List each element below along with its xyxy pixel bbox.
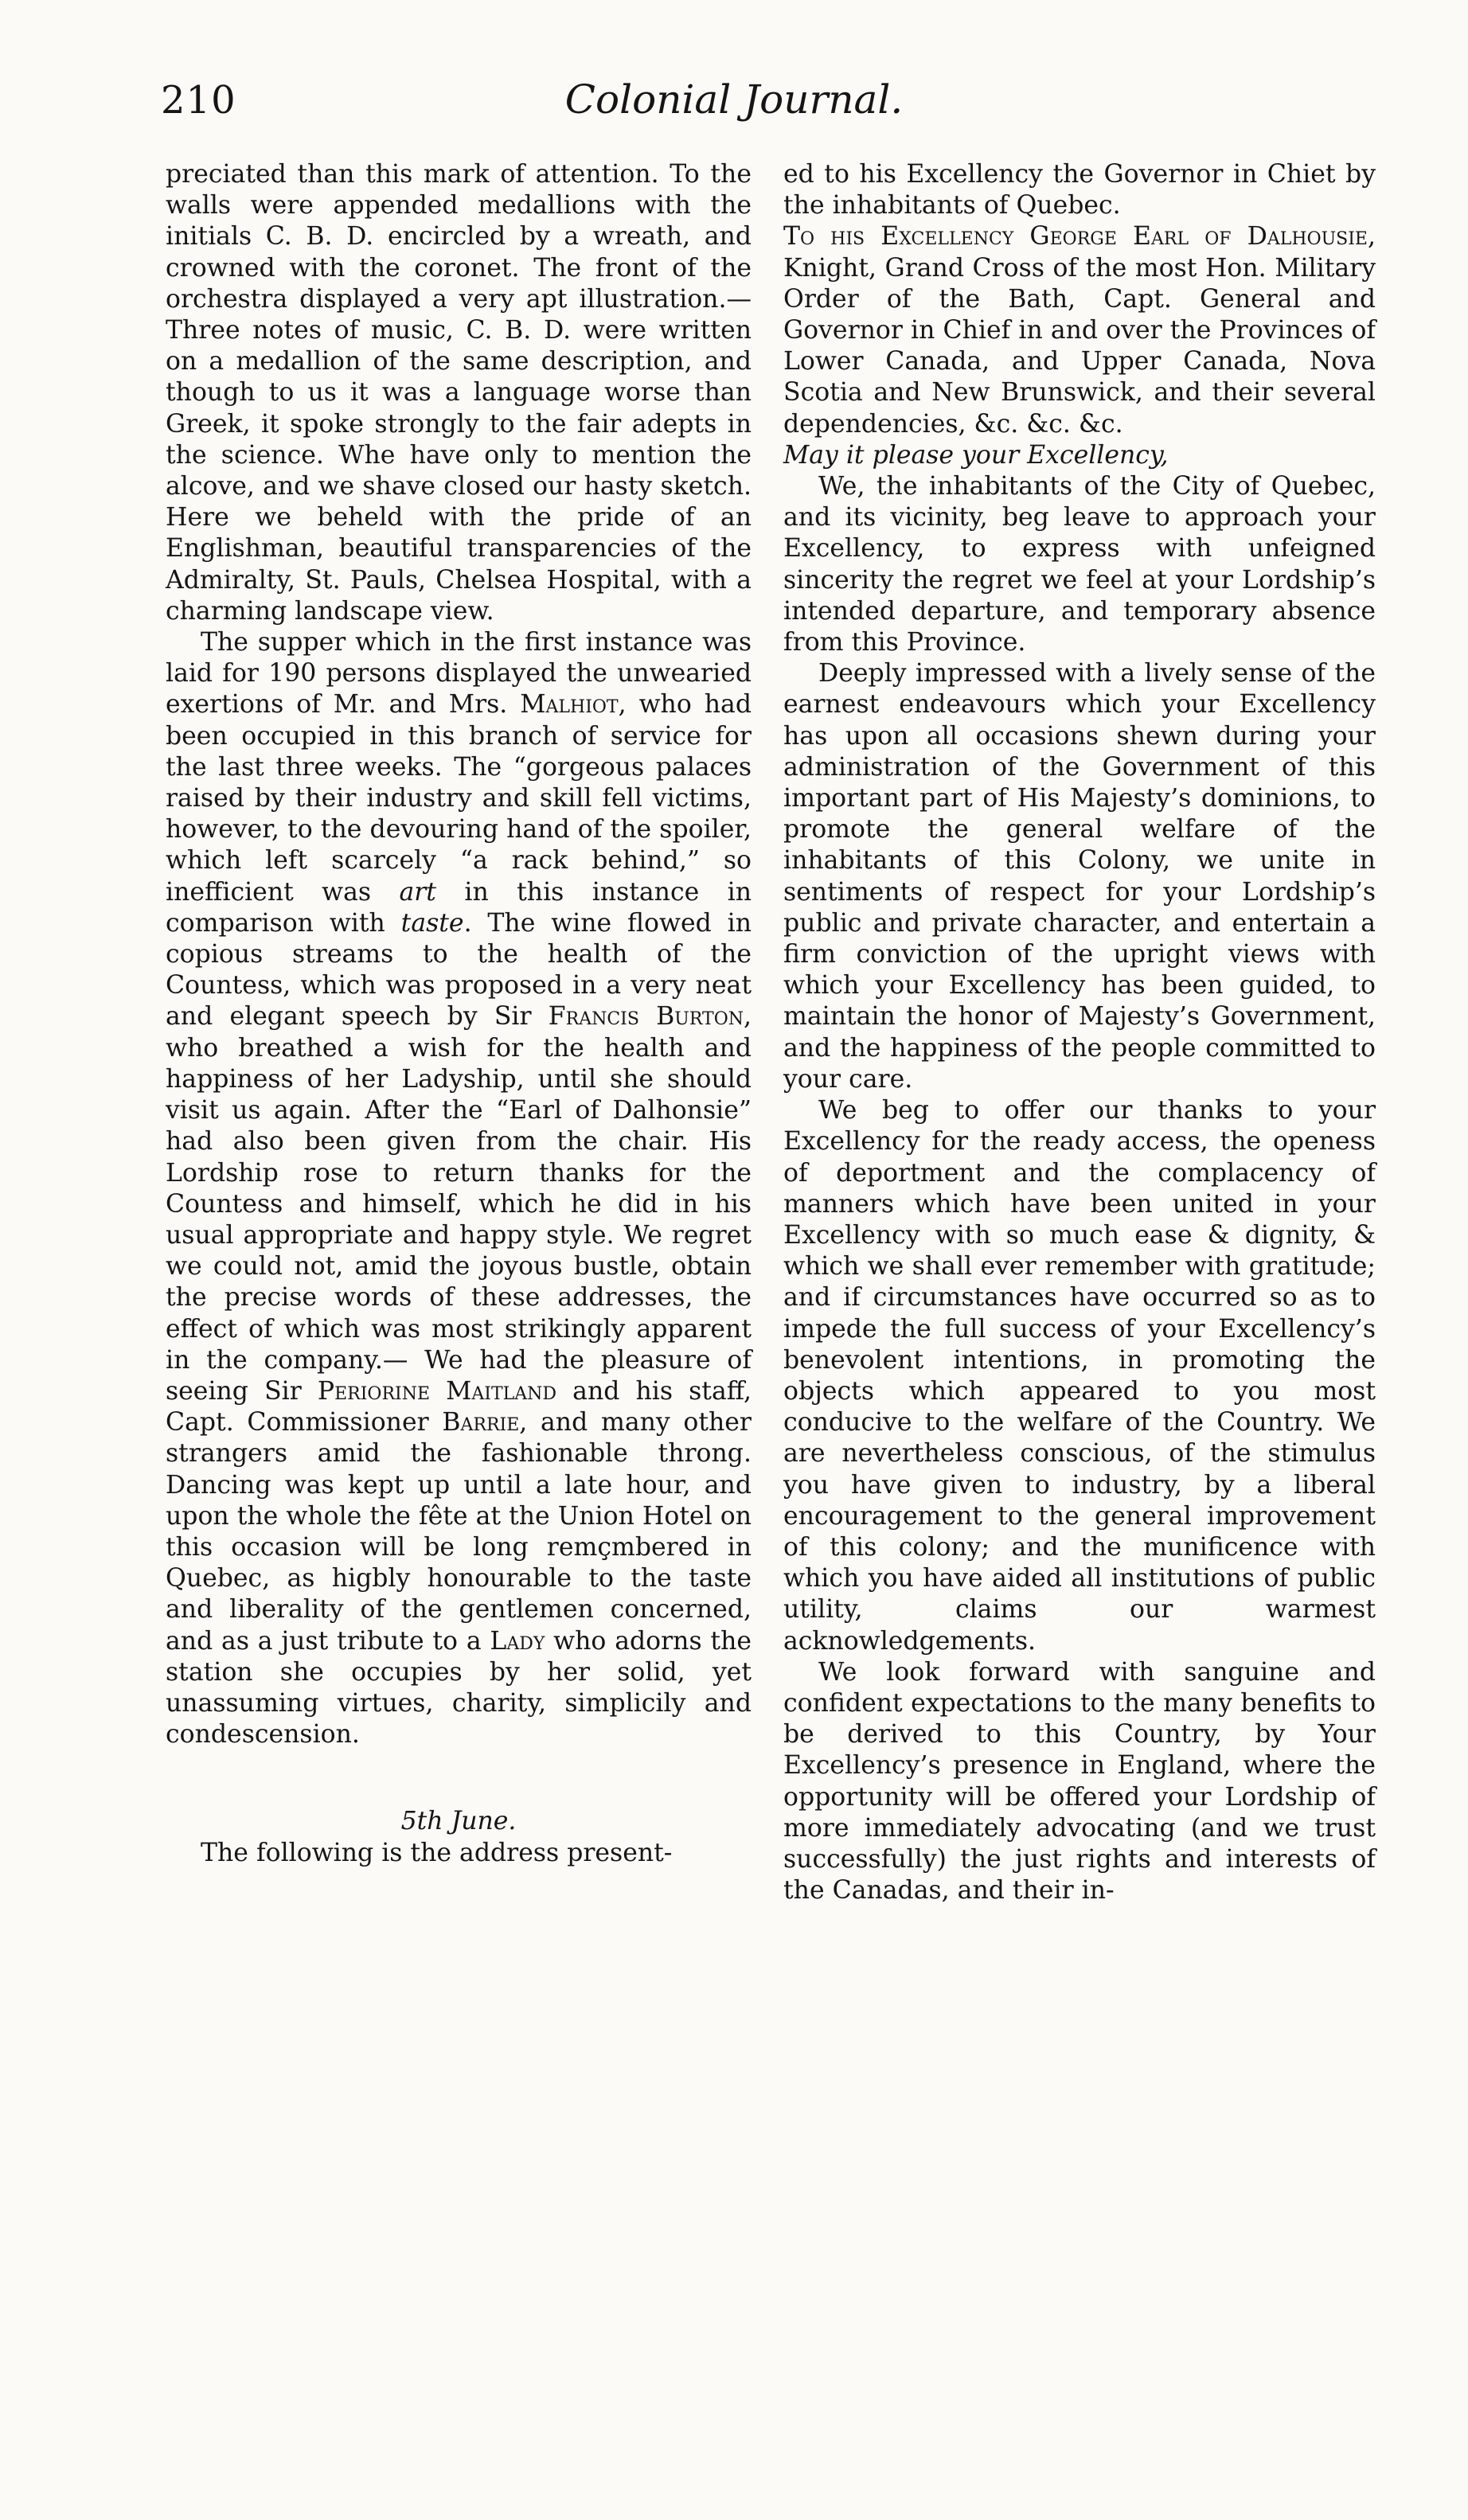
left-column xyxy=(166,159,752,1869)
emphasis-lady: Lady xyxy=(490,1626,545,1656)
text-run: in this instance in comparison with xyxy=(166,877,752,938)
paragraph-address-intro-continued: ed to his Excellency the Governor in Chiet by the inhabitants of Quebec. xyxy=(783,160,1376,220)
running-title: Colonial Journal. xyxy=(564,76,904,123)
paragraph-address-1: We, the inhabitants of the City of Quebec, and its vicinity, beg leave to approach your Excellency, to express with unfeigned sincerity the regret we feel at your Lordship’s intended departure, and temporary absence from this Province. xyxy=(783,472,1376,657)
text-run: who adorns the station she occupies by her solid, yet unassuming virtues, charity, simplicily and condescension. xyxy=(166,1626,752,1750)
addressee-rest: , Knight, Grand Cross of the most Hon. Military Order of the Bath, Capt. General and Governor in Chief in and over the Provinces of Lower Canada, and Upper Canada, Nova Scotia and New Brunswick, and their several dependencies, &c. &c. &c. xyxy=(783,222,1376,439)
dateline: 5th June. xyxy=(400,1807,517,1836)
page-number: 210 xyxy=(161,78,236,123)
text-run: and his staff, Capt. Commissioner xyxy=(166,1376,752,1437)
paragraph-address-2: Deeply impressed with a lively sense of the earnest endeavours which your Excellency has upon all occasions shewn during your administration of the Government of this important part of His Majesty’s dominions, to promote the general welfare of the inhabitants of this Colony, we unite in sentiments of respect for your Lordship’s public and private character, and entertain a firm conviction of the upright views with which your Excellency has been guided, to maintain the honor of Majesty’s Government, and the happiness of the people committed to your care. xyxy=(783,659,1376,1094)
addressee xyxy=(783,221,1376,439)
addressee-title: To his Excellency George Earl of Dalhousie xyxy=(783,222,1368,252)
text-run: , and many other strangers amid the fashionable throng. Dancing was kept up until a late hour, and upon the whole the fête at the Union Hotel on this occasion will be long remçmbered in Quebec, as higbly honourable to the taste and liberality of the gentlemen concerned, and as a just tribute to a xyxy=(166,1408,752,1656)
text-run: , who had been occupied in this branch of service for the last three weeks. The “gorgeous palaces raised by their industry and skill fell victims, however, to the devouring hand of the spoiler, which left scarcely “a rack behind,” so inefficient was xyxy=(166,690,752,907)
text-run: , who breathed a wish for the health and happiness of her Ladyship, until she should visit us again. After the “Earl of Dalhonsie” had also been given from the chair. His Lordship rose to return thanks for the Countess and himself, which he did in his usual appropriate and happy style. We regret we could not, amid the joyous bustle, obtain the precise words of these addresses, the effect of which was most strikingly apparent in the company.— We had the pleasure of seeing Sir xyxy=(166,1002,752,1406)
paragraph-address-4: We look forward with sanguine and confident expectations to the many benefits to be derived to this Country, by Your Excellency’s presence in England, where the opportunity will be offered your Lordship of more immediately advocating (and we trust successfully) the just rights and interests of the Canadas, and their in- xyxy=(783,1657,1376,1906)
emphasis-taste: taste xyxy=(400,908,464,938)
person-name: Francis Burton xyxy=(548,1002,744,1032)
paragraph-supper xyxy=(166,627,752,1750)
person-name: Barrie xyxy=(442,1408,520,1437)
person-name: Malhiot xyxy=(520,690,619,720)
text-run: . The wine flowed in copious streams to the health of the Countess, which was proposed in a very neat and elegant speech by Sir xyxy=(166,908,752,1032)
paragraph-continued: preciated than this mark of attention. To the walls were appended medallions with the initials C. B. D. encircled by a wreath, and crowned with the coronet. The front of the orchestra displayed a very apt illustration.— Three notes of music, C. B. D. were written on a medallion of the same description, and though to us it was a language worse than Greek, it spoke strongly to the fair adepts in the science. Whe have only to mention the alcove, and we shave closed our hasty sketch. Here we beheld with the pride of an Englishman, beautiful transparencies of the Admiralty, St. Pauls, Chelsea Hospital, with a charming landscape view. xyxy=(166,160,752,626)
text-run: The supper which in the first instance was laid for 190 persons displayed the unwearied exertions of Mr. and Mrs. xyxy=(166,628,752,720)
right-column xyxy=(783,159,1376,1906)
paragraph-address-3: We beg to offer our thanks to your Excellency for the ready access, the openess of deportment and the complacency of manners which have been united in your Excellency with so much ease & dignity, & which we shall ever remember with gratitude; and if circumstances have occurred so as to impede the full success of your Excellency’s benevolent intentions, in promoting the objects which appeared to you most conducive to the welfare of the Country. We are nevertheless conscious, of the stimulus you have given to industry, by a liberal encouragement to the general improvement of this colony; and the munificence with which you have aided all institutions of public utility, claims our warmest acknowledgements. xyxy=(783,1096,1376,1656)
emphasis-art: art xyxy=(399,877,436,907)
salutation: May it please your Excellency, xyxy=(783,440,1169,470)
person-name: Periorine Maitland xyxy=(317,1376,557,1406)
paragraph-address-intro: The following is the address present- xyxy=(201,1838,673,1867)
